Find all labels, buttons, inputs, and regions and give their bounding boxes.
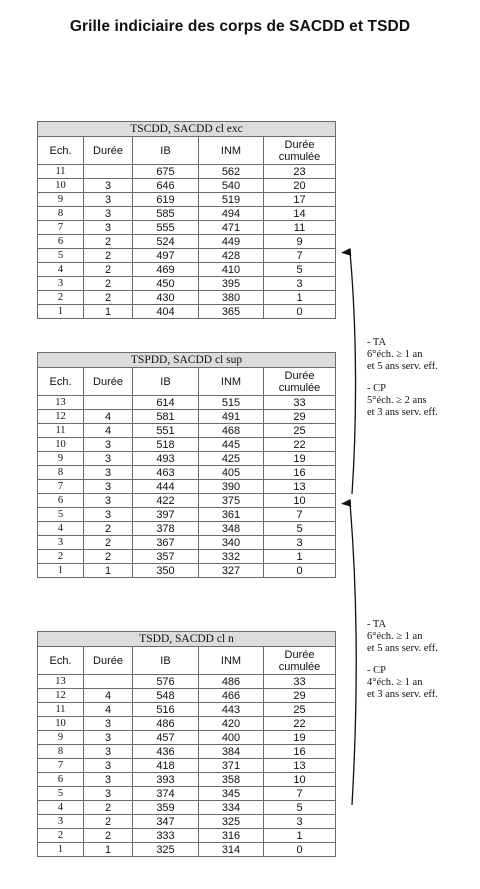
cell-inm: 375 — [199, 494, 264, 508]
cell-duree-cumulee: 0 — [264, 564, 336, 578]
arrow-sup-to-exc — [350, 252, 356, 494]
cell-echelon: 11 — [38, 165, 84, 179]
cell-echelon: 4 — [38, 522, 84, 536]
cell-inm: 449 — [199, 235, 264, 249]
cell-ib: 469 — [133, 263, 199, 277]
cell-inm: 410 — [199, 263, 264, 277]
cell-inm: 325 — [199, 815, 264, 829]
cell-inm: 348 — [199, 522, 264, 536]
cell-ib: 516 — [133, 703, 199, 717]
cell-duree: 1 — [84, 305, 133, 319]
cell-echelon: 10 — [38, 438, 84, 452]
note-ta-label: - TA — [367, 619, 387, 630]
cell-duree-cumulee: 3 — [264, 277, 336, 291]
cell-duree: 2 — [84, 550, 133, 564]
cell-duree: 3 — [84, 759, 133, 773]
cell-echelon: 8 — [38, 745, 84, 759]
cell-duree-cumulee: 20 — [264, 179, 336, 193]
header-ib: IB — [133, 647, 199, 675]
cell-duree: 3 — [84, 438, 133, 452]
note-cp-line: 4°éch. ≥ 1 an — [367, 677, 423, 688]
cell-ib: 497 — [133, 249, 199, 263]
cell-duree-cumulee: 7 — [264, 249, 336, 263]
cell-echelon: 5 — [38, 249, 84, 263]
cell-duree-cumulee: 1 — [264, 829, 336, 843]
table-caption: TSPDD, SACDD cl sup — [38, 353, 336, 368]
cell-ib: 524 — [133, 235, 199, 249]
cell-echelon: 4 — [38, 263, 84, 277]
cell-echelon: 4 — [38, 801, 84, 815]
cell-ib: 581 — [133, 410, 199, 424]
cell-ib: 493 — [133, 452, 199, 466]
cell-duree-cumulee: 33 — [264, 396, 336, 410]
header-inm: INM — [199, 137, 264, 165]
cell-duree-cumulee: 19 — [264, 452, 336, 466]
cell-inm: 405 — [199, 466, 264, 480]
cell-ib: 357 — [133, 550, 199, 564]
cell-echelon: 8 — [38, 207, 84, 221]
header-duree: Durée — [84, 137, 133, 165]
cell-duree-cumulee: 17 — [264, 193, 336, 207]
cell-duree-cumulee: 14 — [264, 207, 336, 221]
cell-inm: 486 — [199, 675, 264, 689]
cell-duree-cumulee: 16 — [264, 745, 336, 759]
cell-inm: 428 — [199, 249, 264, 263]
cell-inm: 380 — [199, 291, 264, 305]
header-duree-cumulee: Durée cumulée — [264, 368, 336, 396]
cell-inm: 345 — [199, 787, 264, 801]
cell-duree-cumulee: 5 — [264, 801, 336, 815]
cell-echelon: 2 — [38, 550, 84, 564]
header-ib: IB — [133, 137, 199, 165]
cell-duree-cumulee: 0 — [264, 305, 336, 319]
cell-duree-cumulee: 5 — [264, 522, 336, 536]
cell-echelon: 1 — [38, 564, 84, 578]
header-inm: INM — [199, 647, 264, 675]
cell-duree: 3 — [84, 773, 133, 787]
cell-ib: 418 — [133, 759, 199, 773]
cell-echelon: 9 — [38, 193, 84, 207]
cell-duree-cumulee: 29 — [264, 410, 336, 424]
cell-duree: 4 — [84, 424, 133, 438]
cell-echelon: 13 — [38, 675, 84, 689]
cell-echelon: 3 — [38, 277, 84, 291]
cell-echelon: 7 — [38, 480, 84, 494]
cell-duree: 3 — [84, 221, 133, 235]
cell-echelon: 6 — [38, 494, 84, 508]
cell-ib: 367 — [133, 536, 199, 550]
cell-ib: 675 — [133, 165, 199, 179]
cell-ib: 518 — [133, 438, 199, 452]
cell-duree-cumulee: 7 — [264, 787, 336, 801]
cell-echelon: 8 — [38, 466, 84, 480]
cell-ib: 347 — [133, 815, 199, 829]
cell-duree: 4 — [84, 703, 133, 717]
note-ta-label: - TA — [367, 337, 387, 348]
cell-echelon: 7 — [38, 221, 84, 235]
note-ta-line: 6°éch. ≥ 1 an — [367, 349, 423, 360]
cell-duree: 3 — [84, 480, 133, 494]
cell-ib: 430 — [133, 291, 199, 305]
table-caption: TSDD, SACDD cl n — [38, 632, 336, 647]
cell-inm: 519 — [199, 193, 264, 207]
page-title: Grille indiciaire des corps de SACDD et TSDD — [69, 18, 411, 35]
cell-ib: 619 — [133, 193, 199, 207]
cell-inm: 471 — [199, 221, 264, 235]
cell-echelon: 12 — [38, 689, 84, 703]
cell-duree-cumulee: 25 — [264, 424, 336, 438]
cell-duree-cumulee: 7 — [264, 508, 336, 522]
cell-duree: 2 — [84, 815, 133, 829]
cell-inm: 327 — [199, 564, 264, 578]
cell-inm: 515 — [199, 396, 264, 410]
note-ta-line: et 5 ans serv. eff. — [367, 361, 438, 372]
cell-ib: 585 — [133, 207, 199, 221]
cell-duree-cumulee: 9 — [264, 235, 336, 249]
cell-inm: 390 — [199, 480, 264, 494]
cell-duree-cumulee: 3 — [264, 536, 336, 550]
cell-echelon: 5 — [38, 787, 84, 801]
cell-duree-cumulee: 13 — [264, 759, 336, 773]
note-ta-line: 6°éch. ≥ 1 an — [367, 631, 423, 642]
cell-inm: 491 — [199, 410, 264, 424]
note-cp-line: et 3 ans serv. eff. — [367, 407, 438, 418]
cell-duree-cumulee: 29 — [264, 689, 336, 703]
cell-duree: 2 — [84, 536, 133, 550]
header-ech: Ech. — [38, 647, 84, 675]
cell-duree: 3 — [84, 193, 133, 207]
cell-duree-cumulee: 25 — [264, 703, 336, 717]
cell-inm: 334 — [199, 801, 264, 815]
cell-inm: 316 — [199, 829, 264, 843]
cell-duree: 3 — [84, 787, 133, 801]
cell-duree-cumulee: 3 — [264, 815, 336, 829]
cell-duree: 2 — [84, 522, 133, 536]
cell-echelon: 6 — [38, 773, 84, 787]
cell-duree-cumulee: 16 — [264, 466, 336, 480]
header-ib: IB — [133, 368, 199, 396]
cell-ib: 548 — [133, 689, 199, 703]
cell-inm: 443 — [199, 703, 264, 717]
cell-inm: 314 — [199, 843, 264, 857]
cell-ib: 551 — [133, 424, 199, 438]
cell-ib: 646 — [133, 179, 199, 193]
note-cp-line: et 3 ans serv. eff. — [367, 689, 438, 700]
cell-echelon: 6 — [38, 235, 84, 249]
header-duree-cumulee: Durée cumulée — [264, 647, 336, 675]
header-inm: INM — [199, 368, 264, 396]
cell-duree-cumulee: 13 — [264, 480, 336, 494]
header-duree-cumulee: Durée cumulée — [264, 137, 336, 165]
cell-echelon: 9 — [38, 731, 84, 745]
cell-duree: 3 — [84, 745, 133, 759]
cell-duree: 2 — [84, 291, 133, 305]
cell-duree-cumulee: 23 — [264, 165, 336, 179]
cell-duree: 3 — [84, 717, 133, 731]
cell-inm: 332 — [199, 550, 264, 564]
arrow-n-to-sup — [350, 503, 356, 805]
cell-duree-cumulee: 5 — [264, 263, 336, 277]
cell-ib: 450 — [133, 277, 199, 291]
cell-duree: 2 — [84, 249, 133, 263]
cell-duree: 3 — [84, 731, 133, 745]
header-duree: Durée — [84, 368, 133, 396]
cell-echelon: 13 — [38, 396, 84, 410]
cell-ib: 555 — [133, 221, 199, 235]
cell-duree: 1 — [84, 843, 133, 857]
cell-echelon: 2 — [38, 829, 84, 843]
cell-inm: 466 — [199, 689, 264, 703]
cell-ib: 444 — [133, 480, 199, 494]
cell-duree: 2 — [84, 829, 133, 843]
cell-ib: 486 — [133, 717, 199, 731]
cell-inm: 420 — [199, 717, 264, 731]
header-duree: Durée — [84, 647, 133, 675]
cell-ib: 397 — [133, 508, 199, 522]
cell-echelon: 10 — [38, 179, 84, 193]
cell-duree: 3 — [84, 466, 133, 480]
cell-echelon: 11 — [38, 703, 84, 717]
cell-echelon: 5 — [38, 508, 84, 522]
cell-ib: 463 — [133, 466, 199, 480]
cell-inm: 358 — [199, 773, 264, 787]
cell-ib: 457 — [133, 731, 199, 745]
cell-inm: 340 — [199, 536, 264, 550]
cell-ib: 436 — [133, 745, 199, 759]
cell-ib: 378 — [133, 522, 199, 536]
cell-duree: 4 — [84, 410, 133, 424]
cell-inm: 365 — [199, 305, 264, 319]
cell-echelon: 12 — [38, 410, 84, 424]
cell-duree: 3 — [84, 179, 133, 193]
cell-duree: 3 — [84, 508, 133, 522]
header-ech: Ech. — [38, 368, 84, 396]
cell-echelon: 9 — [38, 452, 84, 466]
cell-duree-cumulee: 10 — [264, 494, 336, 508]
promotion-note-to-superieure — [367, 619, 479, 701]
promotion-note-to-exceptionnelle — [367, 337, 479, 419]
cell-inm: 468 — [199, 424, 264, 438]
note-ta-line: et 5 ans serv. eff. — [367, 643, 438, 654]
cell-ib: 614 — [133, 396, 199, 410]
cell-inm: 540 — [199, 179, 264, 193]
cell-ib: 350 — [133, 564, 199, 578]
cell-duree: 2 — [84, 263, 133, 277]
cell-ib: 404 — [133, 305, 199, 319]
cell-inm: 384 — [199, 745, 264, 759]
table-caption: TSCDD, SACDD cl exc — [38, 122, 336, 137]
cell-duree: 2 — [84, 801, 133, 815]
cell-duree-cumulee: 33 — [264, 675, 336, 689]
cell-echelon: 10 — [38, 717, 84, 731]
cell-duree-cumulee: 11 — [264, 221, 336, 235]
cell-inm: 395 — [199, 277, 264, 291]
cell-ib: 374 — [133, 787, 199, 801]
cell-duree-cumulee: 19 — [264, 731, 336, 745]
cell-inm: 445 — [199, 438, 264, 452]
cell-ib: 325 — [133, 843, 199, 857]
cell-echelon: 1 — [38, 305, 84, 319]
cell-inm: 400 — [199, 731, 264, 745]
cell-ib: 422 — [133, 494, 199, 508]
cell-duree-cumulee: 22 — [264, 438, 336, 452]
cell-duree: 1 — [84, 564, 133, 578]
cell-inm: 494 — [199, 207, 264, 221]
note-cp-line: 5°éch. ≥ 2 ans — [367, 395, 427, 406]
cell-echelon: 2 — [38, 291, 84, 305]
cell-ib: 576 — [133, 675, 199, 689]
cell-duree: 2 — [84, 235, 133, 249]
cell-duree: 3 — [84, 452, 133, 466]
cell-duree: 3 — [84, 494, 133, 508]
cell-duree-cumulee: 0 — [264, 843, 336, 857]
cell-echelon: 3 — [38, 536, 84, 550]
cell-echelon: 7 — [38, 759, 84, 773]
cell-duree: 3 — [84, 207, 133, 221]
cell-duree-cumulee: 10 — [264, 773, 336, 787]
note-cp-label: - CP — [367, 665, 386, 676]
cell-inm: 562 — [199, 165, 264, 179]
cell-duree-cumulee: 1 — [264, 550, 336, 564]
cell-duree: 2 — [84, 277, 133, 291]
cell-echelon: 11 — [38, 424, 84, 438]
cell-ib: 359 — [133, 801, 199, 815]
header-ech: Ech. — [38, 137, 84, 165]
cell-inm: 425 — [199, 452, 264, 466]
note-cp-label: - CP — [367, 383, 386, 394]
cell-inm: 371 — [199, 759, 264, 773]
cell-ib: 393 — [133, 773, 199, 787]
cell-duree: 4 — [84, 689, 133, 703]
cell-ib: 333 — [133, 829, 199, 843]
cell-echelon: 3 — [38, 815, 84, 829]
cell-echelon: 1 — [38, 843, 84, 857]
cell-inm: 361 — [199, 508, 264, 522]
cell-duree-cumulee: 1 — [264, 291, 336, 305]
cell-duree-cumulee: 22 — [264, 717, 336, 731]
